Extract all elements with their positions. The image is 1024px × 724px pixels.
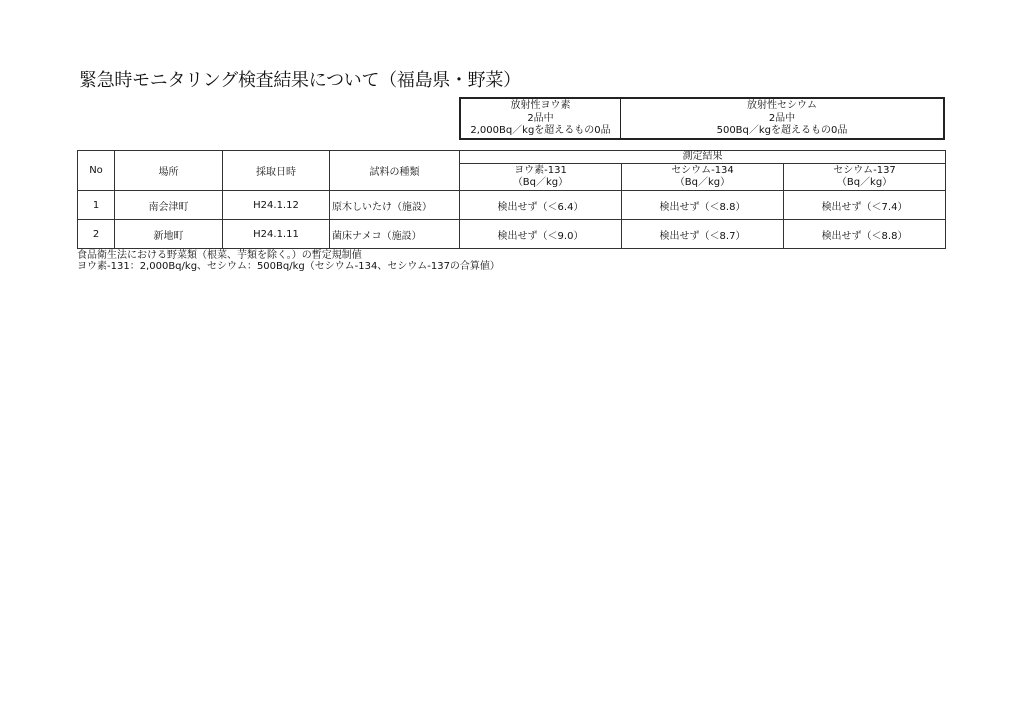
summary-cesium-exceed: 500Bq／kgを超えるもの0品 bbox=[716, 125, 848, 136]
header-cs137-unit: （Bq／kg） bbox=[836, 177, 893, 188]
cell-cs134: 検出せず（＜8.7） bbox=[622, 220, 784, 249]
cell-cs137: 検出せず（＜8.8） bbox=[784, 220, 946, 249]
summary-iodine-count: 2品中 bbox=[527, 112, 554, 124]
cell-cs134: 検出せず（＜8.8） bbox=[622, 191, 784, 220]
header-cs137 bbox=[784, 164, 946, 191]
header-sample: 試料の種類 bbox=[330, 151, 460, 191]
header-i131-unit: （Bq／kg） bbox=[512, 177, 569, 188]
cell-sample: 菌床ナメコ（施設） bbox=[330, 220, 460, 249]
footnote-regulation: 食品衛生法における野菜類（根菜、芋類を除く。）の暫定規制値 bbox=[77, 250, 362, 261]
summary-cesium-label: 放射性セシウム bbox=[747, 100, 817, 111]
header-cs134 bbox=[622, 164, 784, 191]
summary-box bbox=[459, 97, 945, 140]
cell-no: 1 bbox=[78, 191, 115, 220]
summary-iodine-label: 放射性ヨウ素 bbox=[510, 100, 571, 111]
table-row bbox=[78, 191, 946, 220]
header-date: 採取日時 bbox=[223, 151, 330, 191]
summary-iodine-exceed: 2,000Bq／kgを超えるもの0品 bbox=[470, 125, 611, 136]
header-i131 bbox=[460, 164, 622, 191]
table-row bbox=[78, 220, 946, 249]
footnotes bbox=[77, 250, 500, 272]
header-cs134-label: セシウム-134 bbox=[671, 165, 734, 176]
cell-place: 南会津町 bbox=[115, 191, 223, 220]
summary-cesium-count: 2品中 bbox=[768, 112, 796, 124]
cell-sample: 原木しいたけ（施設） bbox=[330, 191, 460, 220]
header-place: 場所 bbox=[115, 151, 223, 191]
cell-date: H24.1.12 bbox=[223, 191, 330, 220]
header-i131-label: ヨウ素-131 bbox=[514, 165, 567, 176]
header-cs134-unit: （Bq／kg） bbox=[674, 177, 731, 188]
summary-cesium bbox=[621, 99, 943, 138]
cell-place: 新地町 bbox=[115, 220, 223, 249]
page-title: 緊急時モニタリング検査結果について（福島県・野菜） bbox=[79, 70, 521, 91]
footnote-limits: ヨウ素-131：2,000Bq/kg、セシウム：500Bq/kg（セシウム-134、セシウム-137の合算値） bbox=[77, 261, 500, 272]
summary-iodine bbox=[461, 99, 621, 138]
header-no: No bbox=[78, 151, 115, 191]
cell-cs137: 検出せず（＜7.4） bbox=[784, 191, 946, 220]
cell-no: 2 bbox=[78, 220, 115, 249]
cell-date: H24.1.11 bbox=[223, 220, 330, 249]
header-measurement: 測定結果 bbox=[460, 151, 946, 164]
cell-i131: 検出せず（＜6.4） bbox=[460, 191, 622, 220]
header-cs137-label: セシウム-137 bbox=[833, 165, 896, 176]
cell-i131: 検出せず（＜9.0） bbox=[460, 220, 622, 249]
results-table bbox=[77, 150, 946, 249]
